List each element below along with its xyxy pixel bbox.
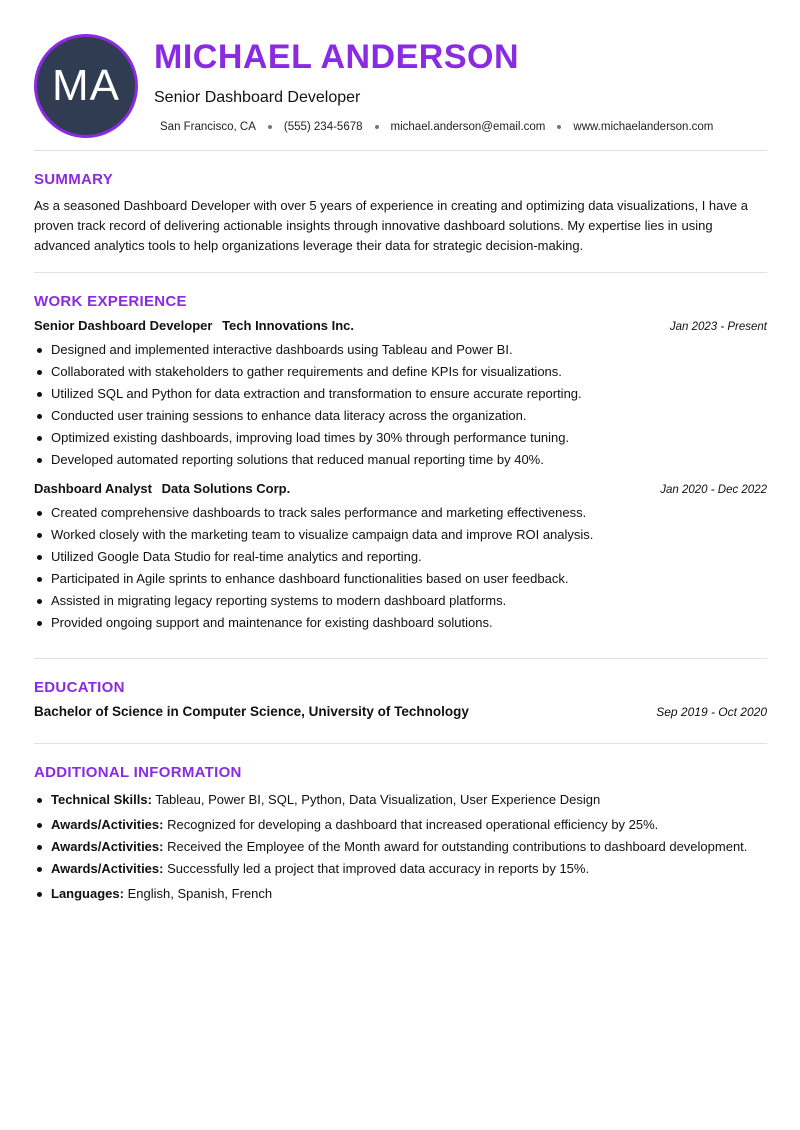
additional-item-label: Awards/Activities: — [51, 817, 164, 832]
resume-header — [34, 34, 767, 150]
additional-section — [34, 744, 767, 921]
candidate-title: Senior Dashboard Developer — [154, 89, 361, 106]
bullet-item: Designed and implemented interactive dashboards using Tableau and Power BI. — [34, 339, 767, 361]
job-bullets — [34, 339, 767, 471]
bullet-item: Participated in Agile sprints to enhance dashboard functionalities based on user feedback. — [34, 568, 767, 590]
additional-item-text: English, Spanish, French — [127, 886, 273, 901]
summary-heading: SUMMARY — [34, 171, 114, 188]
job-title-company — [34, 318, 354, 333]
contact-phone: (555) 234-5678 — [283, 121, 363, 133]
bullet-item: Assisted in migrating legacy reporting systems to modern dashboard platforms. — [34, 590, 767, 612]
job-company: Tech Innovations Inc. — [222, 318, 355, 333]
job-entry — [34, 318, 767, 471]
education-degree: Bachelor of Science in Computer Science, University of Technology — [34, 704, 469, 719]
bullet-item: Optimized existing dashboards, improving load times by 30% through performance tuning. — [34, 427, 767, 449]
additional-heading: ADDITIONAL INFORMATION — [34, 764, 242, 781]
bullet-item: Worked closely with the marketing team to visualize campaign data and improve ROI analysis. — [34, 524, 767, 546]
job-title-company — [34, 481, 290, 496]
avatar — [34, 34, 138, 138]
bullet-item: Utilized SQL and Python for data extraction and transformation to ensure accurate reporting. — [34, 383, 767, 405]
additional-item-label: Awards/Activities: — [51, 839, 164, 854]
experience-heading: WORK EXPERIENCE — [34, 293, 187, 310]
additional-item — [34, 814, 767, 836]
education-heading: EDUCATION — [34, 679, 125, 696]
additional-item — [34, 789, 767, 811]
job-bullets — [34, 502, 767, 634]
bullet-item: Provided ongoing support and maintenance for existing dashboard solutions. — [34, 612, 767, 634]
additional-item-text: Tableau, Power BI, SQL, Python, Data Visualization, User Experience Design — [155, 792, 601, 807]
additional-list — [34, 789, 767, 905]
job-dates: Jan 2023 - Present — [669, 321, 767, 333]
additional-item-text: Recognized for developing a dashboard that increased operational efficiency by 25%. — [167, 817, 659, 832]
job-title: Senior Dashboard Developer — [34, 318, 213, 333]
additional-item-label: Technical Skills: — [51, 792, 152, 807]
additional-item-text: Successfully led a project that improved data accuracy in reports by 15%. — [167, 861, 590, 876]
resume-page — [34, 34, 767, 921]
bullet-item: Developed automated reporting solutions that reduced manual reporting time by 40%. — [34, 449, 767, 471]
separator-dot-icon — [375, 125, 379, 129]
contact-email[interactable]: michael.anderson@email.com — [390, 121, 546, 133]
additional-item — [34, 883, 767, 905]
additional-item-label: Languages: — [51, 886, 124, 901]
additional-item-text: Received the Employee of the Month award for outstanding contributions to dashboard development. — [167, 839, 748, 854]
candidate-name: MICHAEL ANDERSON — [154, 38, 520, 76]
job-dates: Jan 2020 - Dec 2022 — [660, 484, 767, 496]
education-dates: Sep 2019 - Oct 2020 — [656, 705, 767, 719]
education-section — [34, 659, 767, 743]
job-entry — [34, 481, 767, 634]
job-title: Dashboard Analyst — [34, 481, 152, 496]
experience-section — [34, 273, 767, 658]
additional-item-label: Awards/Activities: — [51, 861, 164, 876]
avatar-initials: MA — [52, 61, 120, 110]
bullet-item: Created comprehensive dashboards to track sales performance and marketing effectiveness. — [34, 502, 767, 524]
contact-location: San Francisco, CA — [160, 121, 256, 133]
summary-section — [34, 151, 767, 272]
contact-info — [160, 121, 713, 133]
additional-item — [34, 858, 767, 880]
additional-item — [34, 836, 767, 858]
summary-text: As a seasoned Dashboard Developer with over 5 years of experience in creating and optimizing data visualizations, I have a proven track record of delivering actionable insights through innovative dashboard solutions. My expertise lies in using advanced analytics tools to help organizations leverage their data for strategic decision-making. — [34, 198, 748, 253]
separator-dot-icon — [557, 125, 561, 129]
separator-dot-icon — [268, 125, 272, 129]
job-company: Data Solutions Corp. — [161, 481, 291, 496]
bullet-item: Utilized Google Data Studio for real-time analytics and reporting. — [34, 546, 767, 568]
bullet-item: Collaborated with stakeholders to gather requirements and define KPIs for visualizations. — [34, 361, 767, 383]
bullet-item: Conducted user training sessions to enhance data literacy across the organization. — [34, 405, 767, 427]
contact-website[interactable]: www.michaelanderson.com — [573, 121, 714, 133]
